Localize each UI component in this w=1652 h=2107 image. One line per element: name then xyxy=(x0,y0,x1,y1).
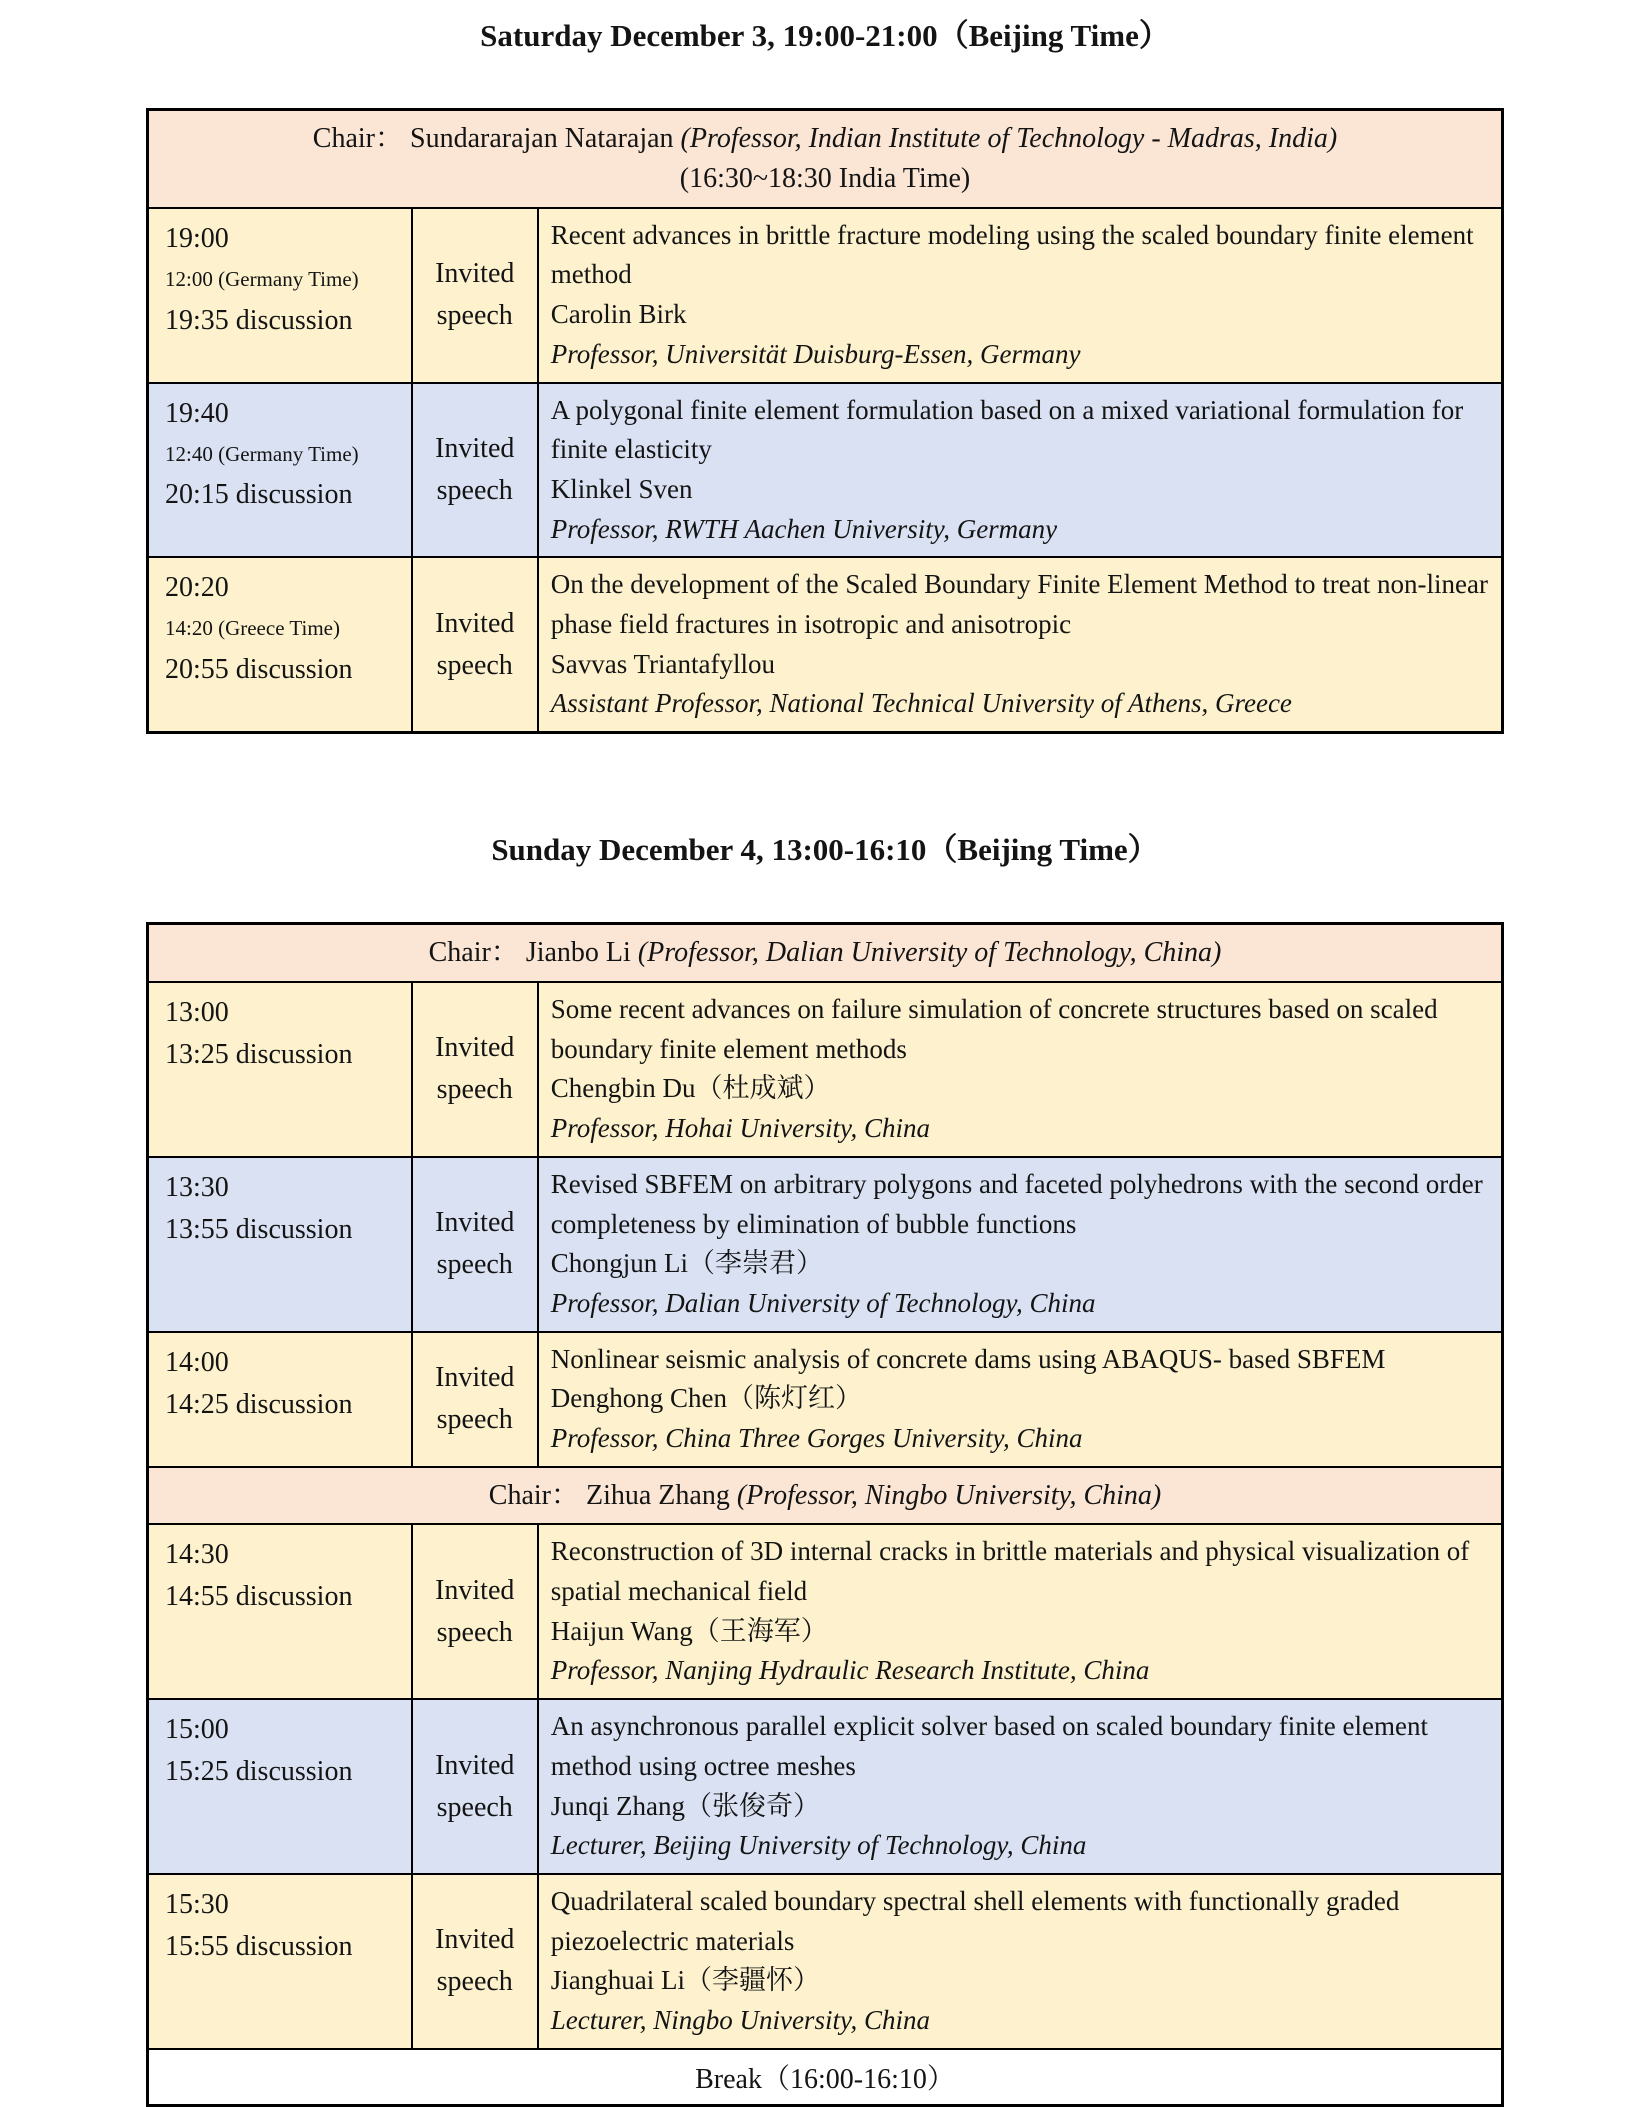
talk-time-cell xyxy=(148,1524,412,1699)
talk-title: An asynchronous parallel explicit solver based on scaled boundary finite element method using octree meshes xyxy=(550,1711,1428,1781)
talk-time-cell xyxy=(148,208,412,383)
talk-row-sat-3 xyxy=(148,557,1503,732)
talk-affiliation: Professor, Nanjing Hydraulic Research Institute, China xyxy=(550,1655,1150,1686)
talk-kind: Invited speech xyxy=(412,1874,538,2049)
chair-row-sunday-1 xyxy=(148,924,1503,982)
break-cell: Break（16:00-16:10） xyxy=(148,2049,1503,2106)
talk-local-time: 12:40 (Germany Time) xyxy=(165,441,359,466)
talk-discussion-time: 14:25 discussion xyxy=(165,1388,353,1420)
schedule-table-sunday xyxy=(146,922,1504,2106)
talk-time-cell xyxy=(148,557,412,732)
talk-start-time: 13:30 xyxy=(165,1171,229,1203)
chair-label: Chair： xyxy=(488,1479,579,1511)
talk-time-cell xyxy=(148,383,412,558)
talk-discussion-time: 15:25 discussion xyxy=(165,1756,353,1788)
talk-kind: Invited speech xyxy=(412,1157,538,1332)
talk-kind: Invited speech xyxy=(412,383,538,558)
chair-cell-sunday-1 xyxy=(148,924,1503,982)
talk-kind: Invited speech xyxy=(412,1524,538,1699)
talk-affiliation: Professor, Hohai University, China xyxy=(550,1113,930,1144)
talk-start-time: 14:30 xyxy=(165,1539,229,1571)
talk-discussion-time: 13:55 discussion xyxy=(165,1213,353,1245)
talk-desc-cell xyxy=(538,1332,1503,1467)
talk-start-time: 19:00 xyxy=(165,222,229,254)
talk-start-time: 14:00 xyxy=(165,1346,229,1378)
chair-local-time: (16:30~18:30 India Time) xyxy=(679,163,971,195)
talk-affiliation: Lecturer, Ningbo University, China xyxy=(550,2004,930,2035)
talk-discussion-time: 20:55 discussion xyxy=(165,654,353,686)
chair-label: Chair： xyxy=(312,123,403,155)
talk-speaker: Denghong Chen（陈灯红） xyxy=(550,1383,862,1414)
talk-kind: Invited speech xyxy=(412,982,538,1157)
talk-speaker: Savvas Triantafyllou xyxy=(550,648,775,679)
chair-affiliation: (Professor, Indian Institute of Technology - Madras, India) xyxy=(680,123,1338,155)
talk-kind: Invited speech xyxy=(412,1699,538,1874)
talk-discussion-time: 20:15 discussion xyxy=(165,479,353,511)
talk-desc-cell xyxy=(538,208,1503,383)
talk-discussion-time: 15:55 discussion xyxy=(165,1930,353,1962)
talk-speaker: Chongjun Li（李崇君） xyxy=(550,1248,823,1279)
talk-desc-cell xyxy=(538,557,1503,732)
talk-row-sun-2 xyxy=(148,1157,1503,1332)
talk-row-sun-1 xyxy=(148,982,1503,1157)
chair-cell-sunday-2 xyxy=(148,1467,1503,1525)
talk-time-cell xyxy=(148,1699,412,1874)
talk-title: Nonlinear seismic analysis of concrete dams using ABAQUS- based SBFEM xyxy=(550,1343,1386,1374)
talk-title: Revised SBFEM on arbitrary polygons and faceted polyhedrons with the second order completeness by elimination of bubble functions xyxy=(550,1168,1483,1239)
talk-discussion-time: 13:25 discussion xyxy=(165,1039,353,1071)
chair-name: Jianbo Li xyxy=(525,937,631,969)
talk-row-sat-1 xyxy=(148,208,1503,383)
talk-start-time: 13:00 xyxy=(165,997,229,1029)
talk-speaker: Klinkel Sven xyxy=(550,473,693,504)
session-title-saturday: Saturday December 3, 19:00-21:00（Beijing Time） xyxy=(480,18,1170,53)
talk-time-cell xyxy=(148,1874,412,2049)
talk-speaker: Chengbin Du（杜成斌） xyxy=(550,1073,831,1104)
chair-cell-saturday xyxy=(148,110,1503,208)
talk-start-time: 20:20 xyxy=(165,572,229,604)
talk-discussion-time: 14:55 discussion xyxy=(165,1581,353,1613)
talk-local-time: 12:00 (Germany Time) xyxy=(165,266,359,291)
talk-time-cell xyxy=(148,1157,412,1332)
talk-kind: Invited speech xyxy=(412,208,538,383)
chair-affiliation: (Professor, Ningbo University, China) xyxy=(736,1479,1162,1511)
talk-affiliation: Professor, RWTH Aachen University, Germany xyxy=(550,513,1058,544)
talk-row-sat-2 xyxy=(148,383,1503,558)
chair-line xyxy=(155,119,1495,159)
talk-local-time: 14:20 (Greece Time) xyxy=(165,616,340,641)
talk-start-time: 15:30 xyxy=(165,1888,229,1920)
talk-speaker: Carolin Birk xyxy=(550,299,687,330)
chair-line xyxy=(155,1476,1495,1516)
talk-title: Quadrilateral scaled boundary spectral shell elements with functionally graded piezoelectric materials xyxy=(550,1885,1400,1956)
talk-speaker: Junqi Zhang（张俊奇） xyxy=(550,1790,820,1821)
talk-affiliation: Assistant Professor, National Technical University of Athens, Greece xyxy=(550,688,1292,719)
talk-desc-cell xyxy=(538,1524,1503,1699)
talk-desc-cell xyxy=(538,1699,1503,1874)
chair-label: Chair： xyxy=(428,937,519,969)
session-title-sunday: Sunday December 4, 13:00-16:10（Beijing Time） xyxy=(491,832,1159,868)
talk-desc-cell xyxy=(538,383,1503,558)
page xyxy=(146,0,1504,2107)
talk-speaker: Jianghuai Li（李疆怀） xyxy=(550,1965,820,1996)
talk-title: Some recent advances on failure simulation of concrete structures based on scaled boundary finite element methods xyxy=(550,994,1438,1064)
talk-desc-cell xyxy=(538,1157,1503,1332)
talk-time-cell xyxy=(148,1332,412,1467)
talk-affiliation: Professor, Universität Duisburg-Essen, Germany xyxy=(550,338,1081,369)
talk-title: A polygonal finite element formulation based on a mixed variational formulation for finite elasticity xyxy=(550,394,1464,465)
talk-affiliation: Professor, China Three Gorges University, China xyxy=(550,1422,1083,1453)
talk-row-sun-5 xyxy=(148,1699,1503,1874)
talk-row-sun-6 xyxy=(148,1874,1503,2049)
talk-affiliation: Lecturer, Beijing University of Technology, China xyxy=(550,1830,1087,1861)
talk-affiliation: Professor, Dalian University of Technology, China xyxy=(550,1287,1096,1318)
chair-name: Sundararajan Natarajan xyxy=(410,123,674,155)
chair-row-saturday xyxy=(148,110,1503,208)
talk-kind: Invited speech xyxy=(412,1332,538,1467)
talk-row-sun-3 xyxy=(148,1332,1503,1467)
talk-row-sun-4 xyxy=(148,1524,1503,1699)
chair-line xyxy=(155,933,1495,973)
talk-title: Recent advances in brittle fracture modeling using the scaled boundary finite element method xyxy=(550,219,1474,290)
chair-name: Zihua Zhang xyxy=(585,1479,730,1511)
chair-row-sunday-2 xyxy=(148,1467,1503,1525)
talk-time-cell xyxy=(148,982,412,1157)
talk-start-time: 15:00 xyxy=(165,1714,229,1746)
talk-speaker: Haijun Wang（王海军） xyxy=(550,1615,828,1646)
schedule-table-saturday xyxy=(146,108,1504,734)
talk-desc-cell xyxy=(538,982,1503,1157)
talk-start-time: 19:40 xyxy=(165,397,229,429)
talk-kind: Invited speech xyxy=(412,557,538,732)
talk-title: On the development of the Scaled Boundary Finite Element Method to treat non-linear phase field fractures in isotropic and anisotropic xyxy=(550,569,1488,639)
talk-desc-cell xyxy=(538,1874,1503,2049)
talk-discussion-time: 19:35 discussion xyxy=(165,304,353,336)
talk-title: Reconstruction of 3D internal cracks in brittle materials and physical visualization of spatial mechanical field xyxy=(550,1536,1470,1607)
chair-affiliation: (Professor, Dalian University of Technology, China) xyxy=(637,937,1222,969)
break-row xyxy=(148,2049,1503,2106)
